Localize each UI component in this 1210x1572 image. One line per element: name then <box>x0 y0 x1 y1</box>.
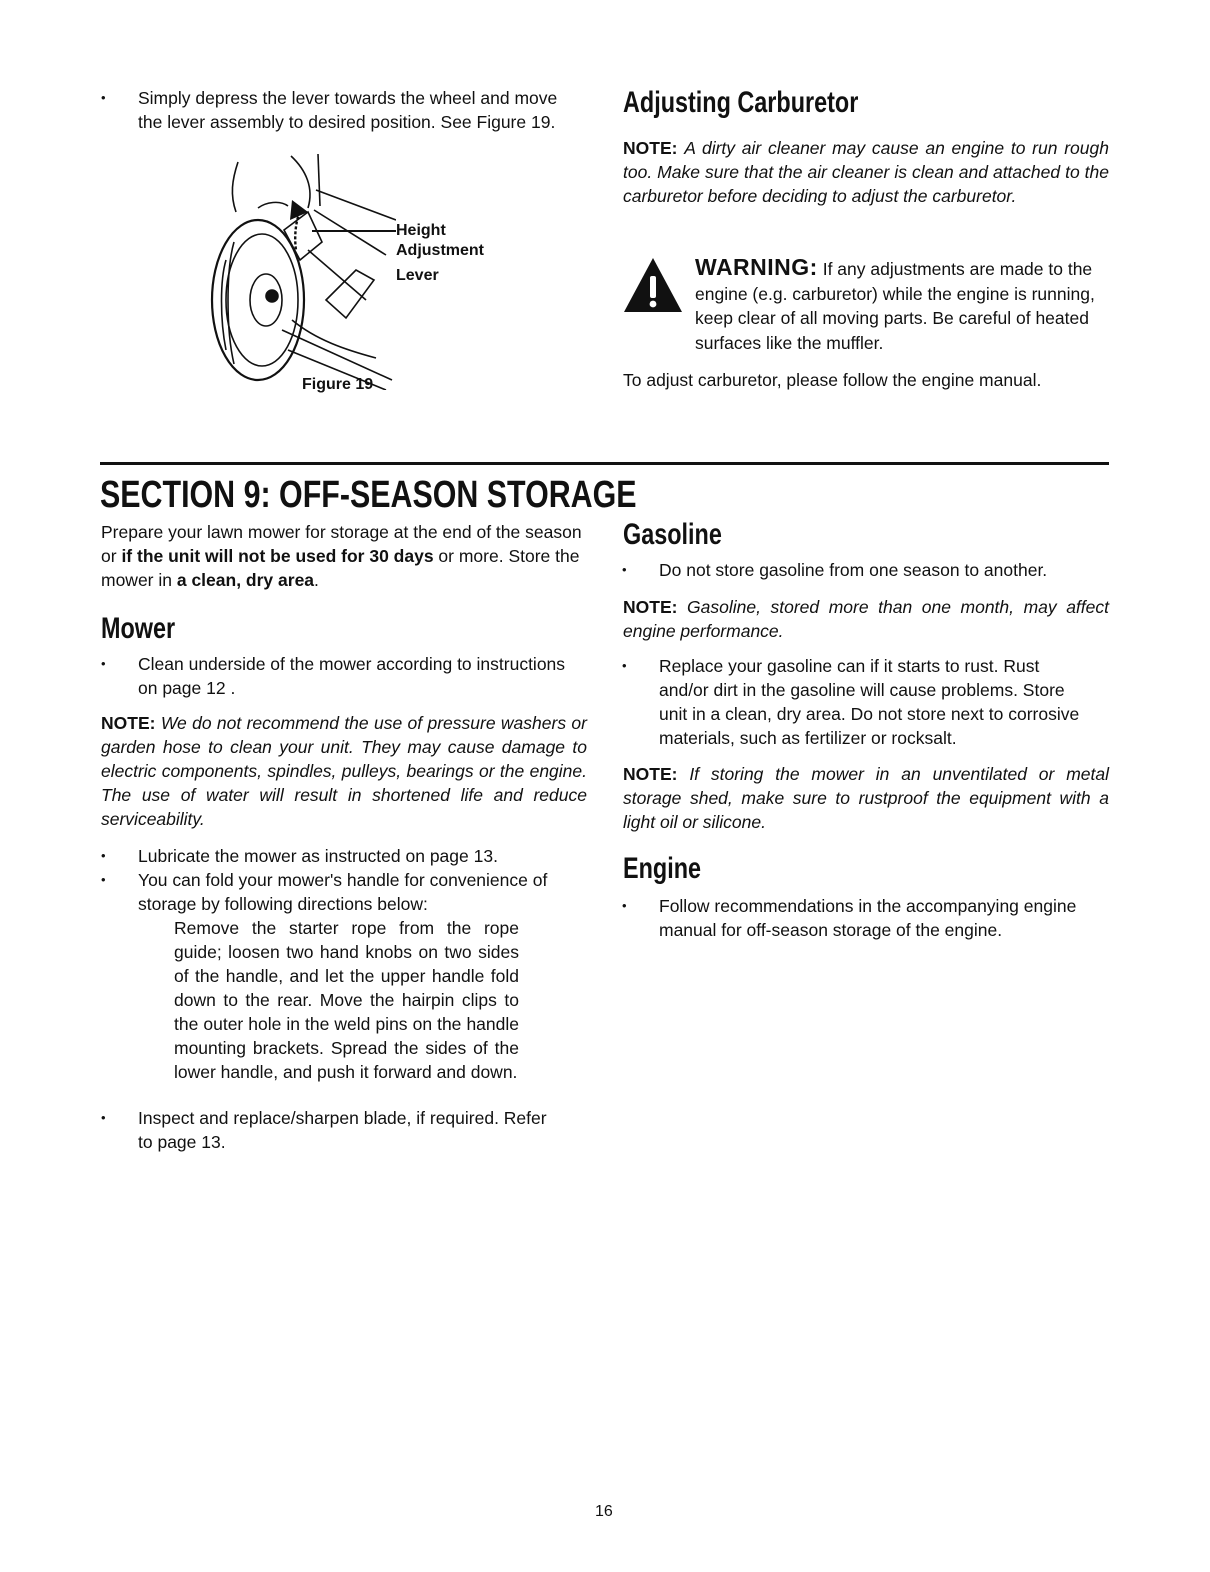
mower-fold-steps: Remove the starter rope from the rope guide; loosen two hand knobs on two sides of the handle, and let the upper handle fold down to the rear. Move the hairpin clips to the outer hole in the weld pins on the handle mounting brackets. Spread the sides of the lower handle, and push it forward and down. <box>174 918 519 1082</box>
intro-bold-2: a clean, dry area <box>176 570 315 590</box>
mower-blade-text: Inspect and replace/sharpen blade, if required. Refer to page 13. <box>138 1108 547 1152</box>
mower-clean-text: Clean underside of the mower according to instructions on page 12 . <box>138 654 566 698</box>
note-label: NOTE: <box>623 138 678 158</box>
gasoline-note-1 <box>623 595 1109 643</box>
intro-text-2: or more. Store the mower in <box>101 546 580 590</box>
gasoline-note1-label: NOTE: <box>623 597 678 617</box>
gasoline-note2-label: NOTE: <box>623 764 678 784</box>
mower-blade-bullet <box>138 1106 558 1154</box>
section-title: SECTION 9: OFF-SEASON STORAGE <box>100 474 637 516</box>
figure-label-height: Height <box>396 222 446 239</box>
warning-label: WARNING: <box>695 254 818 280</box>
mower-fold-text: You can fold your mower's handle for convenience of storage by following directions below: <box>138 870 548 914</box>
intro-bold-1: if the unit will not be used for 30 days <box>121 546 434 566</box>
warning-block <box>695 255 1105 355</box>
intro-text-3: . <box>314 570 319 590</box>
gasoline-heading: Gasoline <box>623 518 722 551</box>
lever-bullet <box>138 86 578 134</box>
engine-heading: Engine <box>623 852 702 885</box>
mower-lubricate-text: Lubricate the mower as instructed on page 13. <box>138 846 498 866</box>
section-rule <box>100 462 1109 465</box>
gasoline-note2-text: If storing the mower in an unventilated or metal storage shed, make sure to rustproof the equipment with a light oil or silicone. <box>623 764 1109 832</box>
figure-19-caption: Figure 19 <box>302 376 374 393</box>
carburetor-instruction: To adjust carburetor, please follow the engine manual. <box>623 370 1042 390</box>
carburetor-note-text: A dirty air cleaner may cause an engine to run rough too. Make sure that the air cleaner is clean and attached to the carburetor before deciding to adjust the carburetor. <box>623 138 1109 206</box>
figure-label-adjustment: Adjustment <box>396 242 484 259</box>
page-number: 16 <box>595 1503 613 1520</box>
engine-follow-text: Follow recommendations in the accompanying engine manual for off-season storage of the engine. <box>659 896 1077 940</box>
gasoline-store-bullet <box>659 558 1109 582</box>
mower-note-label: NOTE: <box>101 713 156 733</box>
gasoline-store-text: Do not store gasoline from one season to another. <box>659 560 1048 580</box>
gasoline-replace-bullet <box>659 654 1091 750</box>
wheel-height-lever-illustration <box>196 150 396 390</box>
engine-follow-bullet <box>659 894 1079 942</box>
mower-note <box>101 711 587 831</box>
figure-label-lever: Lever <box>396 267 439 284</box>
gasoline-replace-text: Replace your gasoline can if it starts to rust. Rust and/or dirt in the gasoline will cause problems. Store unit in a clean, dry area. Do not store next to corrosive materials, such as fertilizer or rocksalt. <box>659 656 1080 748</box>
mower-clean-bullet <box>138 652 568 700</box>
mower-heading: Mower <box>101 612 176 645</box>
mower-note-text: We do not recommend the use of pressure washers or garden hose to clean your unit. They may cause damage to electric components, spindles, pulleys, bearings or the engine. The use of water will result in shortened life and reduce serviceability. <box>101 713 587 829</box>
gasoline-note1-text: Gasoline, stored more than one month, may affect engine performance. <box>623 597 1109 641</box>
warning-text: If any adjustments are made to the engine (e.g. carburetor) while the engine is running, keep clear of all moving parts. Be careful of heated surfaces like the muffler. <box>695 259 1095 353</box>
mower-fold-bullet <box>138 868 588 916</box>
warning-triangle-icon <box>622 256 684 314</box>
mower-lubricate-bullet <box>138 844 588 868</box>
gasoline-note-2 <box>623 762 1109 834</box>
lever-bullet-text: Simply depress the lever towards the wheel and move the lever assembly to desired position. See Figure 19. <box>138 88 558 132</box>
callout-line <box>312 230 396 232</box>
figure-19 <box>196 150 516 400</box>
intro-text-1: Prepare your lawn mower for storage at the end of the season or <box>101 522 582 566</box>
carburetor-heading: Adjusting Carburetor <box>623 86 859 119</box>
section-intro <box>101 520 586 592</box>
carburetor-note <box>623 136 1109 208</box>
